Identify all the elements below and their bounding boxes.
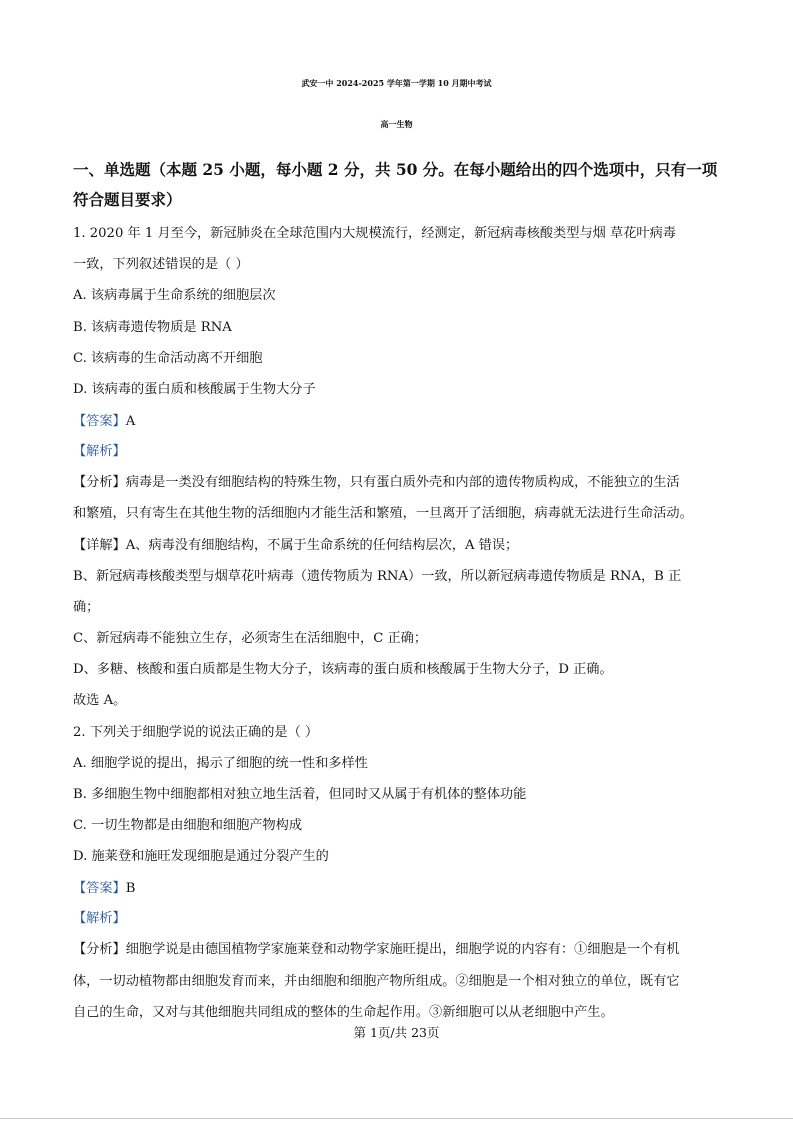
q1-detail-line-5: D、多糖、核酸和蛋白质都是生物大分子，该病毒的蛋白质和核酸属于生物大分子，D 正确。 (73, 662, 613, 677)
q1-fenxi-line-1 (73, 474, 680, 492)
page-number: 第 1页/共 23页 (353, 1025, 440, 1040)
q1-stem-line-1: 1. 2020 年 1 月至今，新冠肺炎在全球范围内大规模流行，经测定，新冠病毒核酸类型与烟 草花叶病毒 (73, 226, 676, 241)
q2-answer (73, 880, 135, 898)
section-heading-line-2: 符合题目要求） (73, 190, 182, 209)
q2-option-a: A. 细胞学说的提出，揭示了细胞的统一性和多样性 (73, 756, 368, 771)
bottom-divider (0, 1118, 793, 1119)
q2-option-d: D. 施莱登和施旺发现细胞是通过分裂产生的 (73, 849, 329, 864)
analysis-tag: 【解析】 (73, 444, 126, 459)
q1-analysis-heading (73, 443, 126, 461)
fenxi-tag: 【分析】 (73, 475, 126, 490)
fenxi-text: 病毒是一类没有细胞结构的特殊生物，只有蛋白质外壳和内部的遗传物质构成，不能独立的生活 (125, 475, 680, 490)
exam-title: 武安一中 2024-2025 学年第一学期 10 月期中考试 (301, 78, 492, 88)
subject-title: 高一生物 (380, 119, 413, 129)
answer-value: B (125, 881, 136, 896)
detail-tag: 【详解】 (73, 538, 126, 553)
q1-option-d: D. 该病毒的蛋白质和核酸属于生物大分子 (73, 382, 316, 397)
answer-tag: 【答案】 (73, 414, 126, 429)
q1-detail-line-6: 故选 A。 (73, 693, 127, 708)
fenxi-text: 细胞学说是由德国植物学家施莱登和动物学家施旺提出，细胞学说的内容有：①细胞是一个有机 (125, 942, 680, 957)
q1-detail-line-4: C、新冠病毒不能独立生存，必须寄生在活细胞中，C 正确； (73, 631, 428, 646)
answer-value: A (125, 414, 136, 429)
answer-tag: 【答案】 (73, 881, 126, 896)
q1-stem-line-2: 一致，下列叙述错误的是（ ） (73, 257, 249, 272)
q2-analysis-heading (73, 910, 126, 928)
q2-fenxi-line-3: 自己的生命，又对与其他细胞共同组成的整体的生命起作用。③新细胞可以从老细胞中产生。 (73, 1005, 614, 1020)
q1-detail-line-3: 确； (73, 600, 100, 615)
q2-fenxi-line-2: 体，一切动植物都由细胞发育而来，并由细胞和细胞产物所组成。②细胞是一个相对独立的单位，既有它 (73, 974, 680, 989)
q2-fenxi-line-1 (73, 941, 680, 959)
q1-answer (73, 413, 135, 431)
q1-detail-line-2: B、新冠病毒核酸类型与烟草花叶病毒（遗传物质为 RNA）一致，所以新冠病毒遗传物质是 RNA，B 正 (73, 569, 682, 584)
q2-option-c: C. 一切生物都是由细胞和细胞产物构成 (73, 818, 303, 833)
detail-text: A、病毒没有细胞结构，不属于生命系统的任何结构层次，A 错误； (125, 538, 519, 553)
q1-option-a: A. 该病毒属于生命系统的细胞层次 (73, 288, 276, 303)
q2-option-b: B. 多细胞生物中细胞都相对独立地生活着，但同时又从属于有机体的整体功能 (73, 787, 527, 802)
q1-fenxi-line-2: 和繁殖，只有寄生在其他生物的活细胞内才能生活和繁殖，一旦离开了活细胞，病毒就无法进行生命活动。 (73, 506, 693, 521)
fenxi-tag: 【分析】 (73, 942, 126, 957)
q1-option-c: C. 该病毒的生命活动离不开细胞 (73, 351, 263, 366)
section-heading-line-1: 一、单选题（本题 25 小题，每小题 2 分，共 50 分。在每小题给出的四个选项中，只有一项 (73, 160, 718, 179)
q1-detail-line-1 (73, 537, 518, 555)
q1-option-b: B. 该病毒遗传物质是 RNA (73, 320, 232, 335)
q2-stem: 2. 下列关于细胞学说的说法正确的是（ ） (73, 725, 319, 740)
analysis-tag: 【解析】 (73, 911, 126, 926)
